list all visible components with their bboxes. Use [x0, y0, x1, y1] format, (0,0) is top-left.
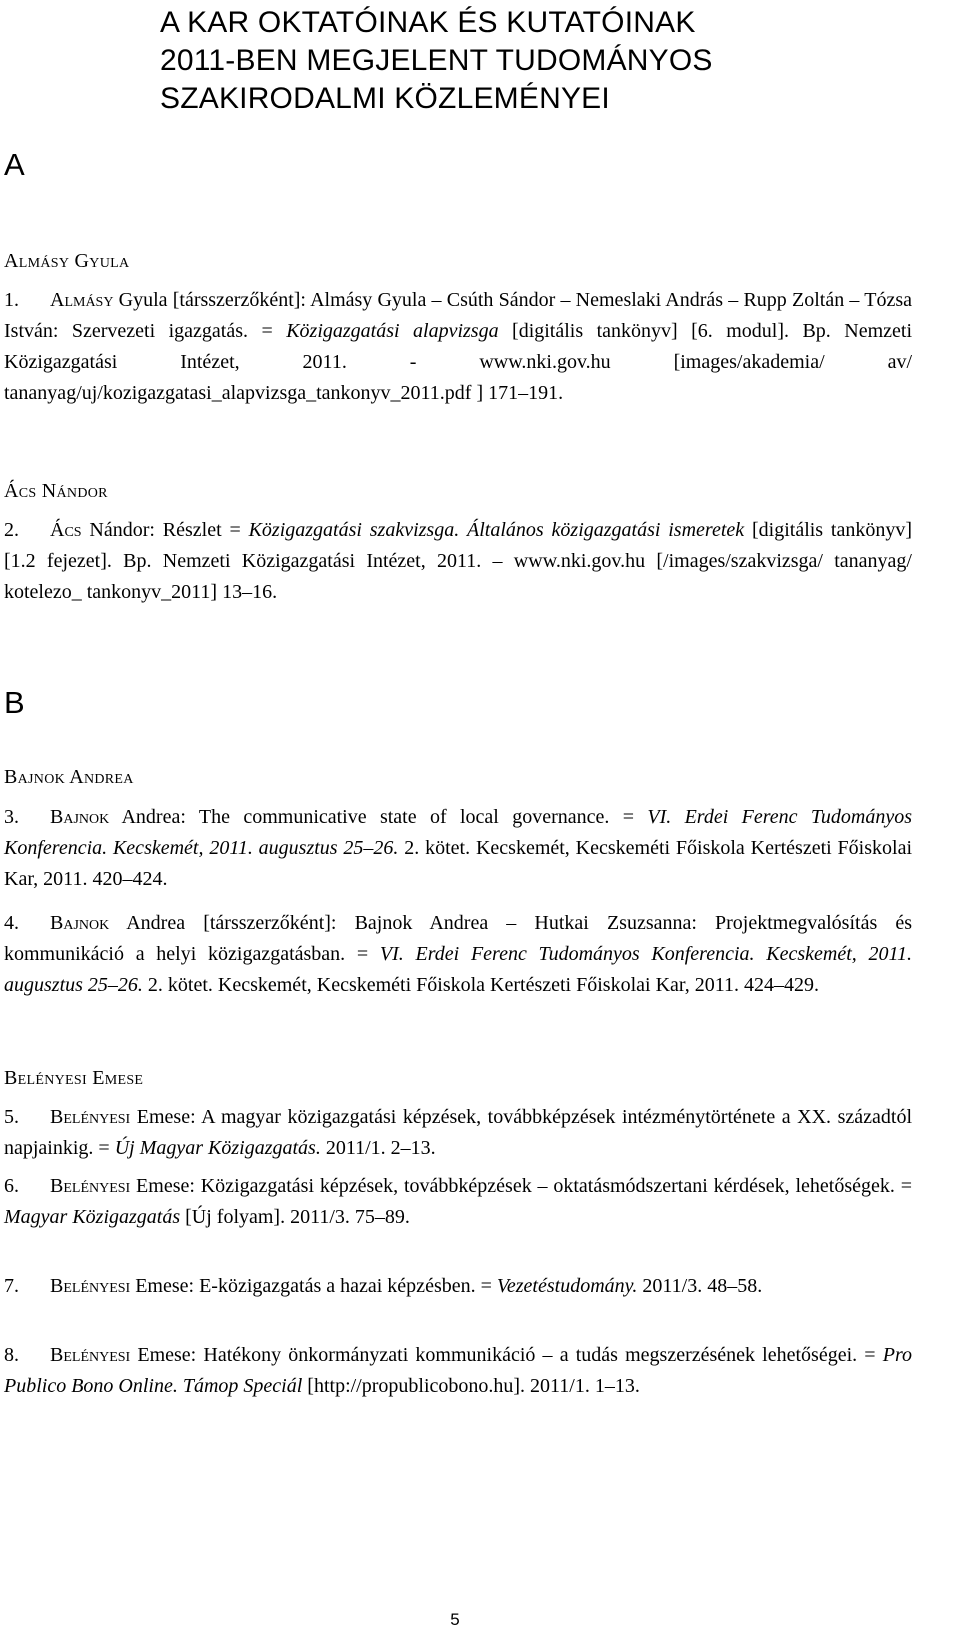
entry-text: Andrea [társszerzőként]: Bajnok Andrea – Hutkai Zsuzsanna: Projektmegvalósítás és kommunikáció a helyi közigazgatásban. =: [4, 912, 912, 965]
author-heading-bajnok: Bajnok Andrea: [4, 766, 134, 788]
entry-author: Bajnok: [50, 912, 110, 934]
entry-source: Közigazgatási alapvizsga: [286, 320, 499, 342]
entry-number: 6.: [4, 1175, 19, 1197]
entry-source: Új Magyar Közigazgatás.: [114, 1137, 321, 1159]
title-line-1: A KAR OKTATÓINAK ÉS KUTATÓINAK: [160, 6, 696, 39]
author-heading-almasy: Almásy Gyula: [4, 250, 130, 272]
entry-author: Belényesi: [50, 1275, 131, 1297]
entry-text: [digitális tankönyv] [1.2 fejezet]. Bp. Nemzeti Közigazgatási Intézet, 2011. – www.nki.gov.hu [/images/szakvizsga/ tananyag/ kotelezo_ tankonyv_2011] 13–16.: [4, 519, 913, 603]
entry-text: Gyula [társszerzőként]: Almásy Gyula – Csúth Sándor – Nemeslaki András – Rupp Zoltán – Tózsa István: Szervezeti igazgatás. =: [4, 289, 912, 342]
entry-author: Bajnok: [50, 806, 110, 828]
entry-source: VI. Erdei Ferenc Tudományos Konferencia. Kecskemét, 2011. augusztus 25–26.: [4, 943, 912, 996]
entry-source: Vezetéstudomány.: [496, 1275, 638, 1297]
author-heading-acs: Ács Nándor: [4, 480, 108, 502]
entry-1: [4, 285, 912, 409]
entry-author: Ács: [50, 519, 82, 541]
title-line-3: SZAKIRODALMI KÖZLEMÉNYEI: [160, 82, 610, 115]
entry-source: Közigazgatási szakvizsga. Általános közigazgatási ismeretek: [248, 519, 745, 541]
entry-number: 3.: [4, 806, 19, 828]
entry-text: Andrea: The communicative state of local governance. =: [109, 806, 648, 828]
title-line-2: 2011-BEN MEGJELENT TUDOMÁNYOS: [160, 44, 713, 77]
author-heading-belenyesi: Belényesi Emese: [4, 1067, 144, 1089]
entry-5: [4, 1102, 912, 1164]
entry-8: [4, 1340, 912, 1402]
entry-6: [4, 1171, 912, 1233]
entry-number: 1.: [4, 289, 19, 311]
entry-number: 7.: [4, 1275, 19, 1297]
entry-text: [http://propublicobono.hu]. 2011/1. 1–13.: [302, 1375, 640, 1397]
entry-author: Almásy: [50, 289, 114, 311]
page-title: [160, 4, 940, 118]
entry-number: 5.: [4, 1106, 19, 1128]
entry-7: [4, 1271, 912, 1302]
entry-text: 2. kötet. Kecskemét, Kecskeméti Főiskola Kertészeti Főiskolai Kar, 2011. 420–424.: [4, 837, 912, 890]
entry-text: 2. kötet. Kecskemét, Kecskeméti Főiskola Kertészeti Főiskolai Kar, 2011. 424–429.: [142, 974, 819, 996]
entry-text: Emese: Hatékony önkormányzati kommunikáció – a tudás megszerzésének lehetőségei. =: [130, 1344, 883, 1366]
entry-number: 2.: [4, 519, 19, 541]
entry-author: Belényesi: [50, 1106, 131, 1128]
entry-text: Emese: Közigazgatási képzések, továbbképzések – oktatásmódszertani kérdések, lehetőségek. =: [130, 1175, 912, 1197]
entry-number: 8.: [4, 1344, 19, 1366]
page-number: 5: [450, 1610, 460, 1629]
entry-source: Pro Publico Bono Online. Támop Speciál: [4, 1344, 912, 1397]
entry-2: [4, 515, 912, 608]
entry-source: Magyar Közigazgatás: [4, 1206, 181, 1228]
entry-text: Emese: A magyar közigazgatási képzések, továbbképzések intézménytörténete a XX. századtól napjainkig. =: [4, 1106, 912, 1159]
entry-text: 2011/3. 48–58.: [637, 1275, 763, 1297]
entry-author: Belényesi: [50, 1344, 131, 1366]
entry-4: [4, 908, 912, 1001]
entry-number: 4.: [4, 912, 19, 934]
entry-text: Nándor: Részlet =: [81, 519, 249, 541]
entry-text: [Új folyam]. 2011/3. 75–89.: [180, 1206, 410, 1228]
entry-3: [4, 802, 912, 895]
entry-text: 2011/1. 2–13.: [320, 1137, 436, 1159]
entry-author: Belényesi: [50, 1175, 131, 1197]
section-letter-b: B: [4, 685, 25, 720]
entry-source: VI. Erdei Ferenc Tudományos Konferencia. Kecskemét, 2011. augusztus 25–26.: [4, 806, 912, 859]
entry-text: [digitális tankönyv] [6. modul]. Bp. Nemzeti Közigazgatási Intézet, 2011. - www.nki.gov.hu [images/akademia/ av/ tananyag/uj/kozigazgatasi_alapvizsga_tankonyv_2011.pdf ] 171–191.: [4, 320, 912, 404]
section-letter-a: A: [4, 147, 25, 182]
entry-text: Emese: E-közigazgatás a hazai képzésben. =: [130, 1275, 497, 1297]
